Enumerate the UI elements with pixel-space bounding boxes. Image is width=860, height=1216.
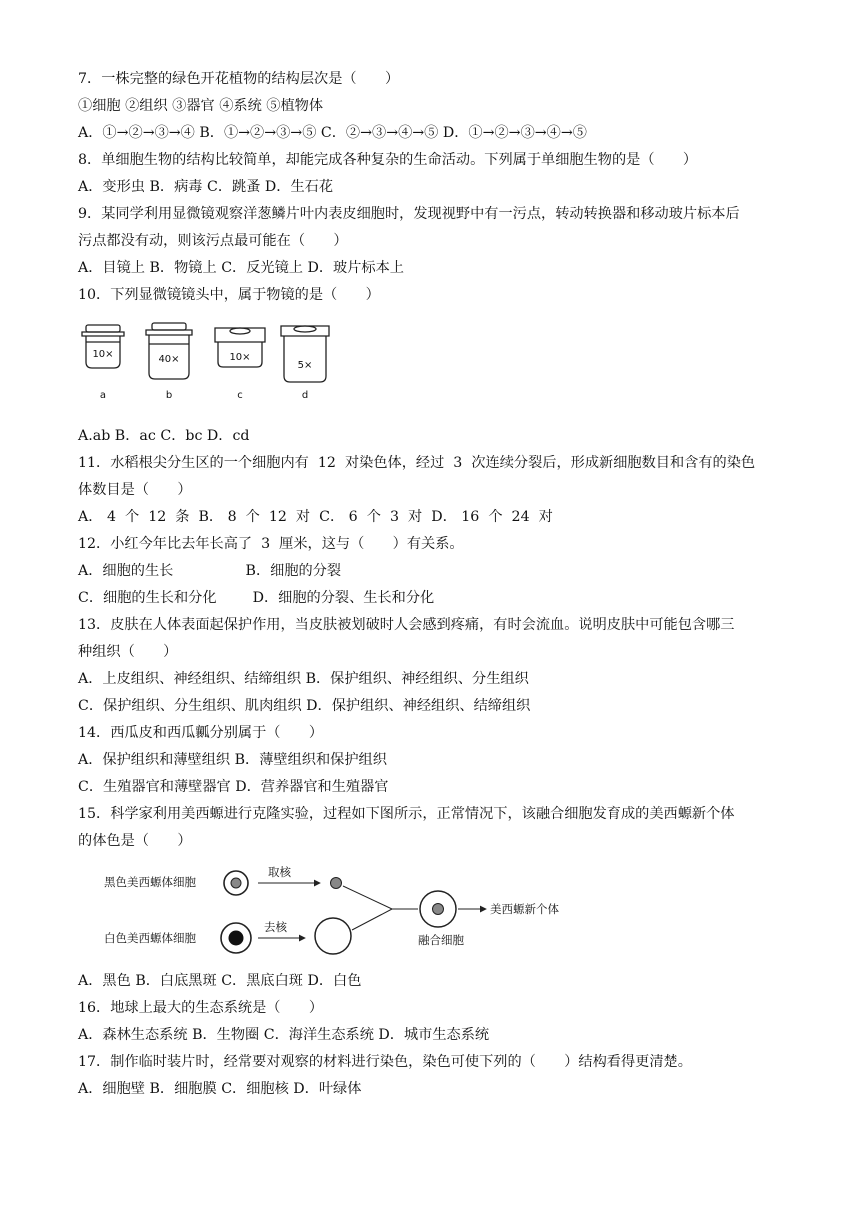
lens-c-label: c bbox=[237, 390, 243, 401]
q15-stem-line2: 的体色是（ ） bbox=[78, 833, 192, 849]
q12-stem: 12．小红今年比去年长高了 3 厘米，这与（ ）有关系。 bbox=[78, 536, 464, 552]
fused-cell-label: 融合细胞 bbox=[418, 933, 464, 947]
q7-options: A．①→②→③→④ B．①→②→③→⑤ C．②→③→④→⑤ D．①→②→③→④→⑤ bbox=[78, 125, 587, 141]
q9-options: A．目镜上 B．物镜上 C．反光镜上 D．玻片标本上 bbox=[78, 260, 404, 276]
q8-stem: 8．单细胞生物的结构比较简单，却能完成各种复杂的生命活动。下列属于单细胞生物的是（ ） bbox=[78, 152, 698, 168]
q11-stem-line1: 11．水稻根尖分生区的一个细胞内有 12 对染色体，经过 3 次连续分裂后，形成新细胞数目和含有的染色 bbox=[78, 455, 756, 471]
lens-a-label: a bbox=[99, 390, 107, 401]
q9-stem-line1: 9．某同学利用显微镜观察洋葱鳞片叶内表皮细胞时，发现视野中有一污点，转动转换器和移动玻片标本后 bbox=[78, 206, 740, 222]
new-individual-label: 美西螈新个体 bbox=[490, 902, 559, 916]
q10-options: A.ab B．ac C．bc D．cd bbox=[78, 428, 250, 444]
black-cell-nucleus bbox=[231, 878, 241, 888]
cloning-diagram bbox=[100, 858, 580, 962]
take-nucleus-label: 取核 bbox=[268, 865, 291, 879]
q16-stem: 16．地球上最大的生态系统是（ ） bbox=[78, 1000, 324, 1016]
q8-options: A．变形虫 B．病毒 C．跳蚤 D．生石花 bbox=[78, 179, 334, 195]
q14-options1: A．保护组织和薄壁组织 B．薄壁组织和保护组织 bbox=[78, 752, 387, 768]
lens-d-label: d bbox=[301, 390, 309, 401]
q16-options: A．森林生态系统 B．生物圈 C．海洋生态系统 D．城市生态系统 bbox=[78, 1027, 490, 1043]
black-cell-label: 黑色美西螈体细胞 bbox=[104, 875, 196, 889]
lens-d-mag: 5× bbox=[297, 360, 313, 371]
q15-options: A．黑色 B．白底黑斑 C．黑底白斑 D．白色 bbox=[78, 973, 362, 989]
q11-options: A． 4 个 12 条 B． 8 个 12 对 C． 6 个 3 对 D． 16 个 24 对 bbox=[78, 509, 553, 525]
q13-options2: C．保护组织、分生组织、肌肉组织 D．保护组织、神经组织、结缔组织 bbox=[78, 698, 531, 714]
q14-stem: 14．西瓜皮和西瓜瓤分别属于（ ） bbox=[78, 725, 324, 741]
extracted-nucleus bbox=[331, 878, 342, 889]
q15-stem-line1: 15．科学家利用美西螈进行克隆实验，过程如下图所示，正常情况下，该融合细胞发育成的美西螈新个体 bbox=[78, 806, 735, 822]
q10-stem: 10．下列显微镜镜头中，属于物镜的是（ ） bbox=[78, 287, 380, 303]
lens-a bbox=[82, 325, 124, 368]
white-cell-nucleus bbox=[229, 931, 244, 946]
q7-stem: 7．一株完整的绿色开花植物的结构层次是（ ） bbox=[78, 71, 400, 87]
q13-stem-line2: 种组织（ ） bbox=[78, 644, 178, 660]
lens-a-mag: 10× bbox=[92, 349, 114, 360]
lens-b-label: b bbox=[165, 390, 173, 401]
lens-b-mag: 40× bbox=[158, 354, 180, 365]
q14-options2: C．生殖器官和薄壁器官 D．营养器官和生殖器官 bbox=[78, 779, 389, 795]
q17-stem: 17．制作临时装片时，经常要对观察的材料进行染色，染色可使下列的（ ）结构看得更清楚。 bbox=[78, 1054, 692, 1070]
q13-options1: A．上皮组织、神经组织、结缔组织 B．保护组织、神经组织、分生组织 bbox=[78, 671, 529, 687]
lens-d bbox=[281, 326, 329, 382]
q11-stem-line2: 体数目是（ ） bbox=[78, 482, 192, 498]
white-cell-label: 白色美西螈体细胞 bbox=[104, 931, 196, 945]
q12-options1: A．细胞的生长 B．细胞的分裂 bbox=[78, 563, 342, 579]
fused-cell-nucleus bbox=[433, 904, 444, 915]
microscope-lenses-figure bbox=[74, 318, 364, 406]
q7-items: ①细胞 ②组织 ③器官 ④系统 ⑤植物体 bbox=[78, 98, 324, 114]
enucleated-cell bbox=[315, 918, 351, 954]
lens-b bbox=[146, 323, 192, 379]
q17-options: A．细胞壁 B．细胞膜 C．细胞核 D．叶绿体 bbox=[78, 1081, 362, 1097]
remove-nucleus-label: 去核 bbox=[264, 920, 287, 934]
lens-c-mag: 10× bbox=[229, 352, 251, 363]
q12-options2: C．细胞的生长和分化 D．细胞的分裂、生长和分化 bbox=[78, 590, 435, 606]
q9-stem-line2: 污点都没有动，则该污点最可能在（ ） bbox=[78, 233, 348, 249]
q13-stem-line1: 13．皮肤在人体表面起保护作用，当皮肤被划破时人会感到疼痛，有时会流血。说明皮肤中可能包含哪三 bbox=[78, 617, 735, 633]
